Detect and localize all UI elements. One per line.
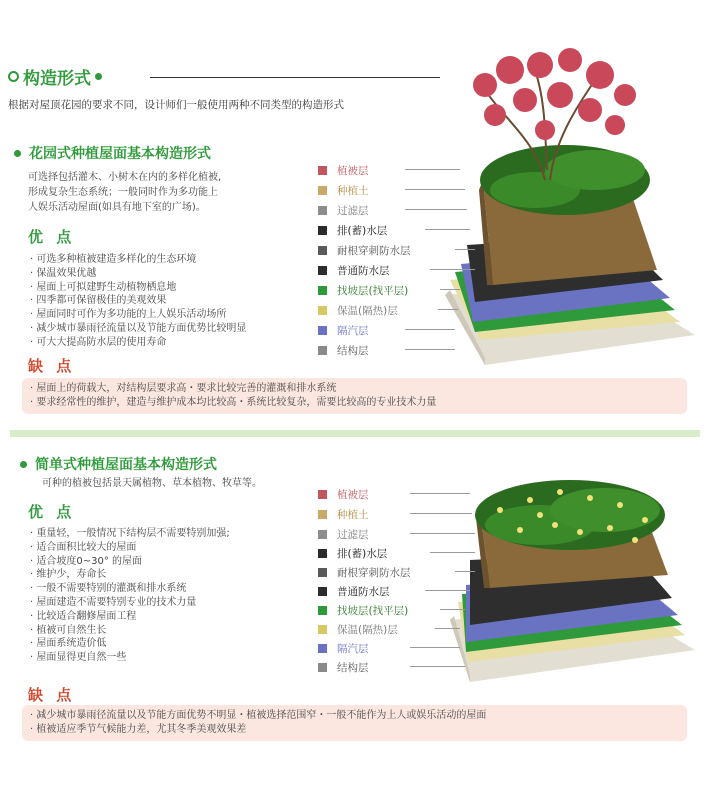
list-item: · 四季都可保留极佳的美观效果 [30, 294, 246, 308]
leader-line [410, 513, 472, 514]
ring-bullet-icon [8, 71, 19, 82]
layer-label: 普通防水层 [337, 586, 390, 598]
layer-swatch-icon [318, 286, 327, 295]
layer-swatch-icon [318, 186, 327, 195]
layer-label: 过滤层 [337, 529, 369, 541]
section1-title [14, 143, 211, 163]
list-item: · 屋面同时可作为多功能的上人娱乐活动场所 [30, 308, 246, 322]
layer-legend-row [318, 323, 369, 338]
layer-label: 结构层 [337, 662, 369, 674]
layer-swatch-icon [318, 549, 327, 558]
section2-pros-list [30, 527, 230, 665]
list-item: · 要求经常性的维护，建造与维护成本均比较高・系统比较复杂，需要比较高的专业技术力量 [30, 396, 687, 410]
section-divider [10, 430, 700, 437]
leader-line [455, 571, 475, 572]
list-item: · 屋面建造不需要特别专业的技术力量 [30, 596, 230, 610]
section2-pros-heading: 优 点 [28, 503, 76, 521]
layer-legend-row [318, 203, 369, 218]
layer-legend-row [318, 183, 369, 198]
layer-legend-row [318, 527, 369, 542]
list-item: · 适合面积比较大的屋面 [30, 541, 230, 555]
layer-legend-row [318, 163, 369, 178]
layer-label: 保温(隔热)层 [337, 624, 398, 636]
garden-roof-illustration [395, 40, 709, 370]
leader-line [405, 169, 460, 170]
layer-label: 找坡层(找平层) [337, 285, 409, 297]
layer-label: 结构层 [337, 345, 369, 357]
layer-legend-row [318, 507, 369, 522]
layer-label: 普通防水层 [337, 265, 390, 277]
layer-label: 排(蓄)水层 [337, 548, 388, 560]
page-title [8, 64, 102, 89]
layer-swatch-icon [318, 346, 327, 355]
layer-legend-row [318, 603, 408, 618]
dot-bullet-icon [14, 150, 21, 157]
layer-label: 过滤层 [337, 205, 369, 217]
leader-line [430, 269, 475, 270]
leader-line [405, 349, 455, 350]
list-item: · 可选多种植被建造多样化的生态环境 [30, 253, 246, 267]
leader-line [425, 590, 470, 591]
dot-bullet-icon [95, 73, 102, 80]
layer-swatch-icon [318, 510, 327, 519]
leader-line [410, 647, 460, 648]
layer-legend-row [318, 565, 411, 580]
layer-label: 种植土 [337, 509, 369, 521]
layer-legend-row [318, 343, 369, 358]
section2-cons-box [22, 705, 687, 741]
layer-legend-row [318, 263, 390, 278]
list-item: · 减少城市暴雨径流量以及节能方面优势不明显・植被选择范围窄・一般不能作为上人或娱乐活动的屋面 [30, 709, 687, 723]
leader-line [430, 552, 475, 553]
leader-line [405, 189, 465, 190]
leader-line [405, 329, 455, 330]
list-item: · 重量轻，一般情况下结构层不需要特别加强; [30, 527, 230, 541]
layer-swatch-icon [318, 490, 327, 499]
layer-legend-row [318, 487, 369, 502]
layer-legend-row [318, 303, 398, 318]
intro-text: 根据对屋顶花园的要求不同，设计师们一般使用两种不同类型的构造形式 [8, 99, 344, 111]
list-item: · 屋面上的荷载大，对结构层要求高・要求比较完善的灌溉和排水系统 [30, 382, 687, 396]
layer-label: 保温(隔热)层 [337, 305, 398, 317]
simple-roof-illustration [420, 470, 709, 690]
section1-pros-list [30, 253, 246, 350]
list-item: · 植被可自然生长 [30, 624, 230, 638]
layer-label: 植被层 [337, 489, 369, 501]
layer-swatch-icon [318, 246, 327, 255]
layer-legend-row [318, 283, 408, 298]
section2-cons-list [22, 705, 687, 737]
list-item: · 植被适应季节气候能力差，尤其冬季美观效果差 [30, 723, 687, 737]
section2-cons-heading: 缺 点 [28, 686, 76, 704]
section1-description [28, 170, 221, 215]
leader-line [425, 229, 470, 230]
leader-line [440, 289, 460, 290]
layer-legend-row [318, 622, 398, 637]
layer-legend-row [318, 584, 390, 599]
leader-line [438, 309, 458, 310]
list-item: · 可大大提高防水层的使用寿命 [30, 336, 246, 350]
list-item: · 屋面显得更自然一些 [30, 651, 230, 665]
leader-line [435, 628, 460, 629]
layer-legend-row [318, 243, 411, 258]
section1-desc-line: 人娱乐活动屋面(如具有地下室的广场)。 [28, 202, 206, 213]
layer-label: 找坡层(找平层) [337, 605, 409, 617]
layer-swatch-icon [318, 587, 327, 596]
layer-swatch-icon [318, 663, 327, 672]
layer-label: 种植土 [337, 185, 369, 197]
layer-swatch-icon [318, 530, 327, 539]
layer-swatch-icon [318, 606, 327, 615]
layer-swatch-icon [318, 206, 327, 215]
layer-label: 隔汽层 [337, 325, 369, 337]
section1-cons-list [22, 378, 687, 410]
section1-cons-heading: 缺 点 [28, 357, 76, 375]
dot-bullet-icon [20, 461, 27, 468]
leader-line [410, 666, 465, 667]
list-item: · 屋面系统造价低 [30, 637, 230, 651]
layer-swatch-icon [318, 625, 327, 634]
layer-swatch-icon [318, 326, 327, 335]
leader-line [405, 209, 467, 210]
list-item: · 屋面上可拟建野生动植物栖息地 [30, 281, 246, 295]
section1-title-text: 花园式种植屋面基本构造形式 [29, 146, 211, 162]
list-item: · 适合坡度0~30° 的屋面 [30, 555, 230, 569]
list-item: · 保温效果优越 [30, 267, 246, 281]
layer-swatch-icon [318, 568, 327, 577]
leader-line [440, 609, 465, 610]
layer-swatch-icon [318, 644, 327, 653]
section2-description: 可种的植被包括景天属植物、草本植物、牧草等。 [42, 478, 262, 489]
layer-legend-row [318, 641, 369, 656]
layer-swatch-icon [318, 266, 327, 275]
section1-desc-line: 可选择包括灌木、小树木在内的多样化植被, [28, 172, 222, 183]
layer-legend-row [318, 223, 387, 238]
layer-legend-row [318, 660, 369, 675]
layer-label: 耐根穿刺防水层 [337, 245, 411, 257]
layer-label: 隔汽层 [337, 643, 369, 655]
section1-desc-line: 形成复杂生态系统；一般同时作为多功能上 [28, 187, 218, 198]
page-title-text: 构造形式 [23, 69, 91, 89]
layer-swatch-icon [318, 226, 327, 235]
layer-legend-row [318, 546, 387, 561]
section1-cons-box [22, 378, 687, 414]
list-item: · 比较适合翻修屋面工程 [30, 610, 230, 624]
list-item: · 维护少，寿命长 [30, 568, 230, 582]
layer-label: 植被层 [337, 165, 369, 177]
section1-pros-heading: 优 点 [28, 228, 76, 246]
list-item: · 减少城市暴雨径流量以及节能方面优势比较明显 [30, 322, 246, 336]
list-item: · 一般不需要特别的灌溉和排水系统 [30, 582, 230, 596]
layer-swatch-icon [318, 166, 327, 175]
leader-line [410, 493, 470, 494]
layer-label: 耐根穿刺防水层 [337, 567, 411, 579]
section2-title-text: 简单式种植屋面基本构造形式 [35, 457, 217, 473]
leader-line [455, 249, 475, 250]
section2-title [20, 454, 217, 474]
layer-label: 排(蓄)水层 [337, 225, 388, 237]
leader-line [410, 533, 475, 534]
layer-swatch-icon [318, 306, 327, 315]
